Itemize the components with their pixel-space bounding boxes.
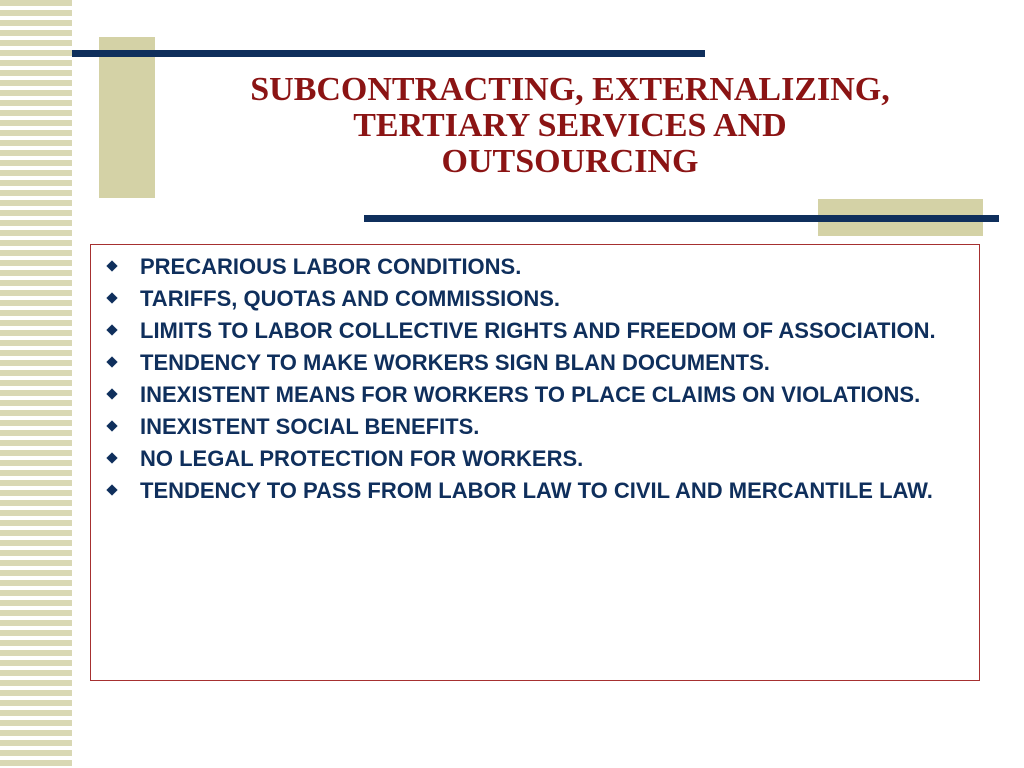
- bullet-text: TENDENCY TO PASS FROM LABOR LAW TO CIVIL AND MERCANTILE LAW.: [140, 478, 933, 503]
- bullet-item: [91, 287, 967, 311]
- bullet-text: PRECARIOUS LABOR CONDITIONS.: [140, 254, 522, 279]
- bullet-text: TARIFFS, QUOTAS AND COMMISSIONS.: [140, 286, 561, 311]
- bullet-item: [91, 351, 967, 375]
- bullet-list: [91, 245, 979, 503]
- striped-side-decoration: [0, 0, 72, 768]
- bullet-item: [91, 383, 967, 407]
- slide-title: [180, 72, 960, 180]
- bullet-item: [91, 415, 967, 439]
- bullet-text: LIMITS TO LABOR COLLECTIVE RIGHTS AND FREEDOM OF ASSOCIATION.: [140, 318, 936, 343]
- diamond-bullet-icon: [106, 452, 117, 463]
- bullet-text: INEXISTENT MEANS FOR WORKERS TO PLACE CLAIMS ON VIOLATIONS.: [140, 382, 921, 407]
- slide-title-line: SUBCONTRACTING, EXTERNALIZING,: [250, 71, 890, 108]
- bullet-content-box: [90, 244, 980, 681]
- diamond-bullet-icon: [106, 292, 117, 303]
- bullet-item: [91, 319, 967, 343]
- bullet-text: TENDENCY TO MAKE WORKERS SIGN BLAN DOCUMENTS.: [140, 350, 770, 375]
- slide-title-line: OUTSOURCING: [441, 143, 699, 180]
- diamond-bullet-icon: [106, 388, 117, 399]
- bullet-text: NO LEGAL PROTECTION FOR WORKERS.: [140, 446, 584, 471]
- diamond-bullet-icon: [106, 356, 117, 367]
- bullet-item: [91, 479, 967, 503]
- bullet-text: INEXISTENT SOCIAL BENEFITS.: [140, 414, 480, 439]
- navy-accent-bar-top: [72, 50, 705, 57]
- slide-title-line: TERTIARY SERVICES AND: [353, 107, 787, 144]
- diamond-bullet-icon: [106, 324, 117, 335]
- tan-accent-block-top: [99, 37, 155, 198]
- diamond-bullet-icon: [106, 260, 117, 271]
- bullet-item: [91, 255, 967, 279]
- bullet-item: [91, 447, 967, 471]
- diamond-bullet-icon: [106, 420, 117, 431]
- diamond-bullet-icon: [106, 484, 117, 495]
- navy-accent-bar-bottom: [364, 215, 999, 222]
